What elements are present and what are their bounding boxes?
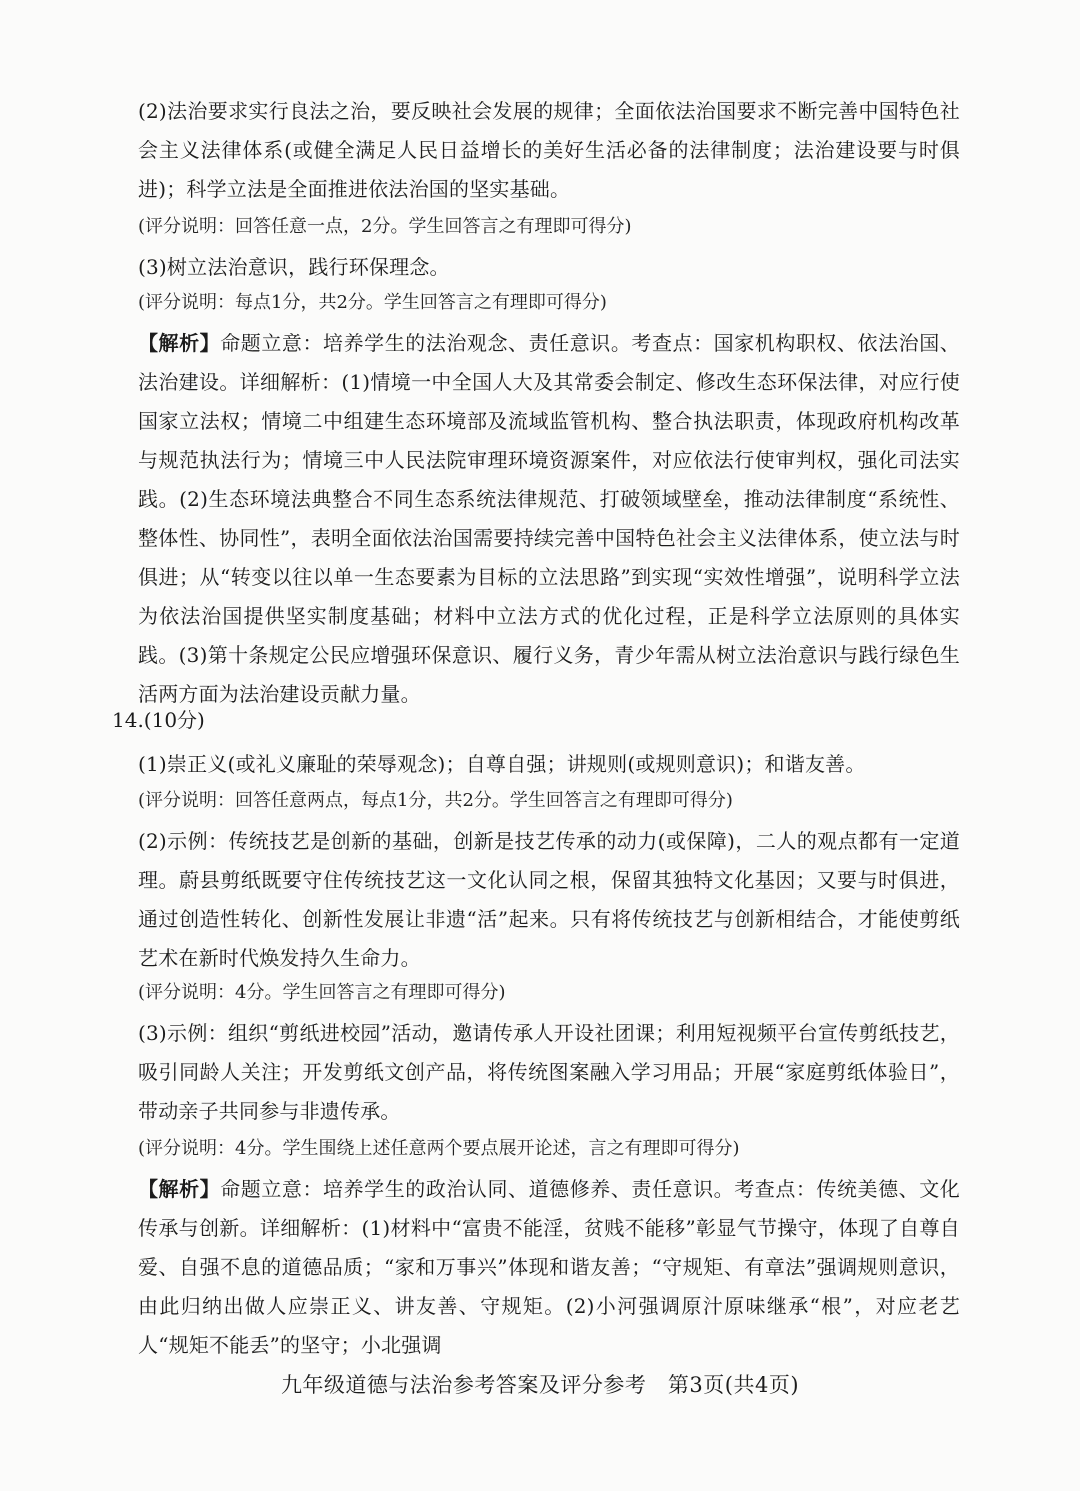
q14-part2-scoring: (评分说明：4分。学生回答言之有理即可得分): [138, 982, 506, 1003]
q13-part2-scoring: (评分说明：回答任意一点，2分。学生回答言之有理即可得分): [138, 216, 632, 237]
q13-analysis: [138, 324, 960, 714]
analysis-tag: 【解析】: [138, 1177, 221, 1201]
q14-part1-scoring: (评分说明：回答任意两点，每点1分，共2分。学生回答言之有理即可得分): [138, 790, 733, 811]
q13-part2-answer: (2)法治要求实行良法之治，要反映社会发展的规律；全面依法治国要求不断完善中国特色社会主义法律体系(或健全满足人民日益增长的美好生活必备的法律制度；法治建设要与时俱进)；科学立法是全面推进依法治国的坚实基础。: [138, 99, 960, 201]
q14-part1-answer: (1)崇正义(或礼义廉耻的荣辱观念)；自尊自强；讲规则(或规则意识)；和谐友善。: [138, 752, 866, 776]
q14-analysis-text: 命题立意：培养学生的政治认同、道德修养、责任意识。考查点：传统美德、文化传承与创新。详细解析：(1)材料中“富贵不能淫，贫贱不能移”彰显气节操守，体现了自尊自爱、自强不息的道德品质；“家和万事兴”体现和谐友善；“守规矩、有章法”强调规则意识，由此归纳出做人应崇正义、讲友善、守规矩。(2)小河强调原汁原味继承“根”，对应老艺人“规矩不能丢”的坚守；小北强调: [138, 1177, 960, 1357]
q13-part3-answer: (3)树立法治意识，践行环保理念。: [138, 255, 450, 279]
q14-analysis: [138, 1170, 960, 1365]
q14-part2-answer: (2)示例：传统技艺是创新的基础，创新是技艺传承的动力(或保障)，二人的观点都有一定道理。蔚县剪纸既要守住传统技艺这一文化认同之根，保留其独特文化基因；又要与时俱进，通过创造性转化、创新性发展让非遗“活”起来。只有将传统技艺与创新相结合，才能使剪纸艺术在新时代焕发持久生命力。: [138, 829, 960, 970]
q14-part3-answer: (3)示例：组织“剪纸进校园”活动，邀请传承人开设社团课；利用短视频平台宣传剪纸技艺，吸引同龄人关注；开发剪纸文创产品，将传统图案融入学习用品；开展“家庭剪纸体验日”，带动亲子共同参与非遗传承。: [138, 1021, 960, 1123]
q14-part3-scoring: (评分说明：4分。学生围绕上述任意两个要点展开论述，言之有理即可得分): [138, 1138, 740, 1159]
q13-analysis-text: 命题立意：培养学生的法治观念、责任意识。考查点：国家机构职权、依法治国、法治建设。详细解析：(1)情境一中全国人大及其常委会制定、修改生态环保法律，对应行使国家立法权；情境二中组建生态环境部及流域监管机构、整合执法职责，体现政府机构改革与规范执法行为；情境三中人民法院审理环境资源案件，对应依法行使审判权，强化司法实践。(2)生态环境法典整合不同生态系统法律规范、打破领域壁垒，推动法律制度“系统性、整体性、协同性”，表明全面依法治国需要持续完善中国特色社会主义法律体系，使立法与时俱进；从“转变以往以单一生态要素为目标的立法思路”到实现“实效性增强”，说明科学立法为依法治国提供坚实制度基础；材料中立法方式的优化过程，正是科学立法原则的具体实践。(3)第十条规定公民应增强环保意识、履行义务，青少年需从树立法治意识与践行绿色生活两方面为法治建设贡献力量。: [138, 331, 960, 706]
analysis-tag: 【解析】: [138, 331, 221, 355]
question-14-number: 14.(10分): [112, 708, 205, 732]
page-footer: 九年级道德与法治参考答案及评分参考 第3页(共4页): [280, 1373, 800, 1397]
q13-part3-scoring: (评分说明：每点1分，共2分。学生回答言之有理即可得分): [138, 292, 607, 313]
